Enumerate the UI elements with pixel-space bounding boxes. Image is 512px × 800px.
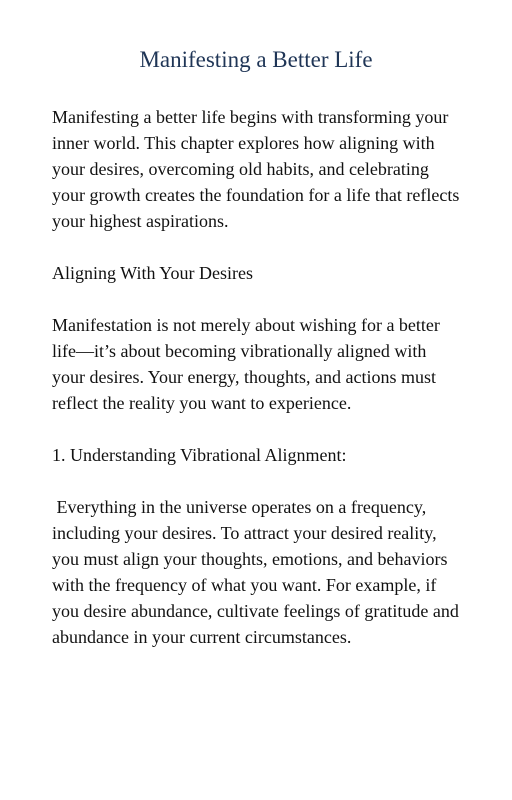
subheading: 1. Understanding Vibrational Alignment: bbox=[52, 445, 347, 465]
spacer bbox=[52, 416, 460, 442]
spacer bbox=[52, 286, 460, 312]
spacer bbox=[52, 234, 460, 260]
spacer bbox=[52, 76, 460, 104]
intro-paragraph: Manifesting a better life begins with transforming your inner world. This chapter explores how aligning with your desires, overcoming old habits, and celebrating your growth creates the foundation for a life that reflects your highest aspirations. bbox=[52, 107, 464, 231]
section-paragraph: Manifestation is not merely about wishing for a better life—it’s about becoming vibrationally aligned with your desires. Your energy, thoughts, and actions must reflect the reality you want to experience. bbox=[52, 315, 445, 413]
page-title: Manifesting a Better Life bbox=[139, 47, 373, 72]
section-heading: Aligning With Your Desires bbox=[52, 263, 253, 283]
body-paragraph: Everything in the universe operates on a frequency, including your desires. To attract your desired reality, you must align your thoughts, emotions, and behaviors with the frequency of what you want. For example, if you desire abundance, cultivate feelings of gratitude and abundance in your current circumstances. bbox=[52, 497, 464, 647]
spacer bbox=[52, 468, 460, 494]
